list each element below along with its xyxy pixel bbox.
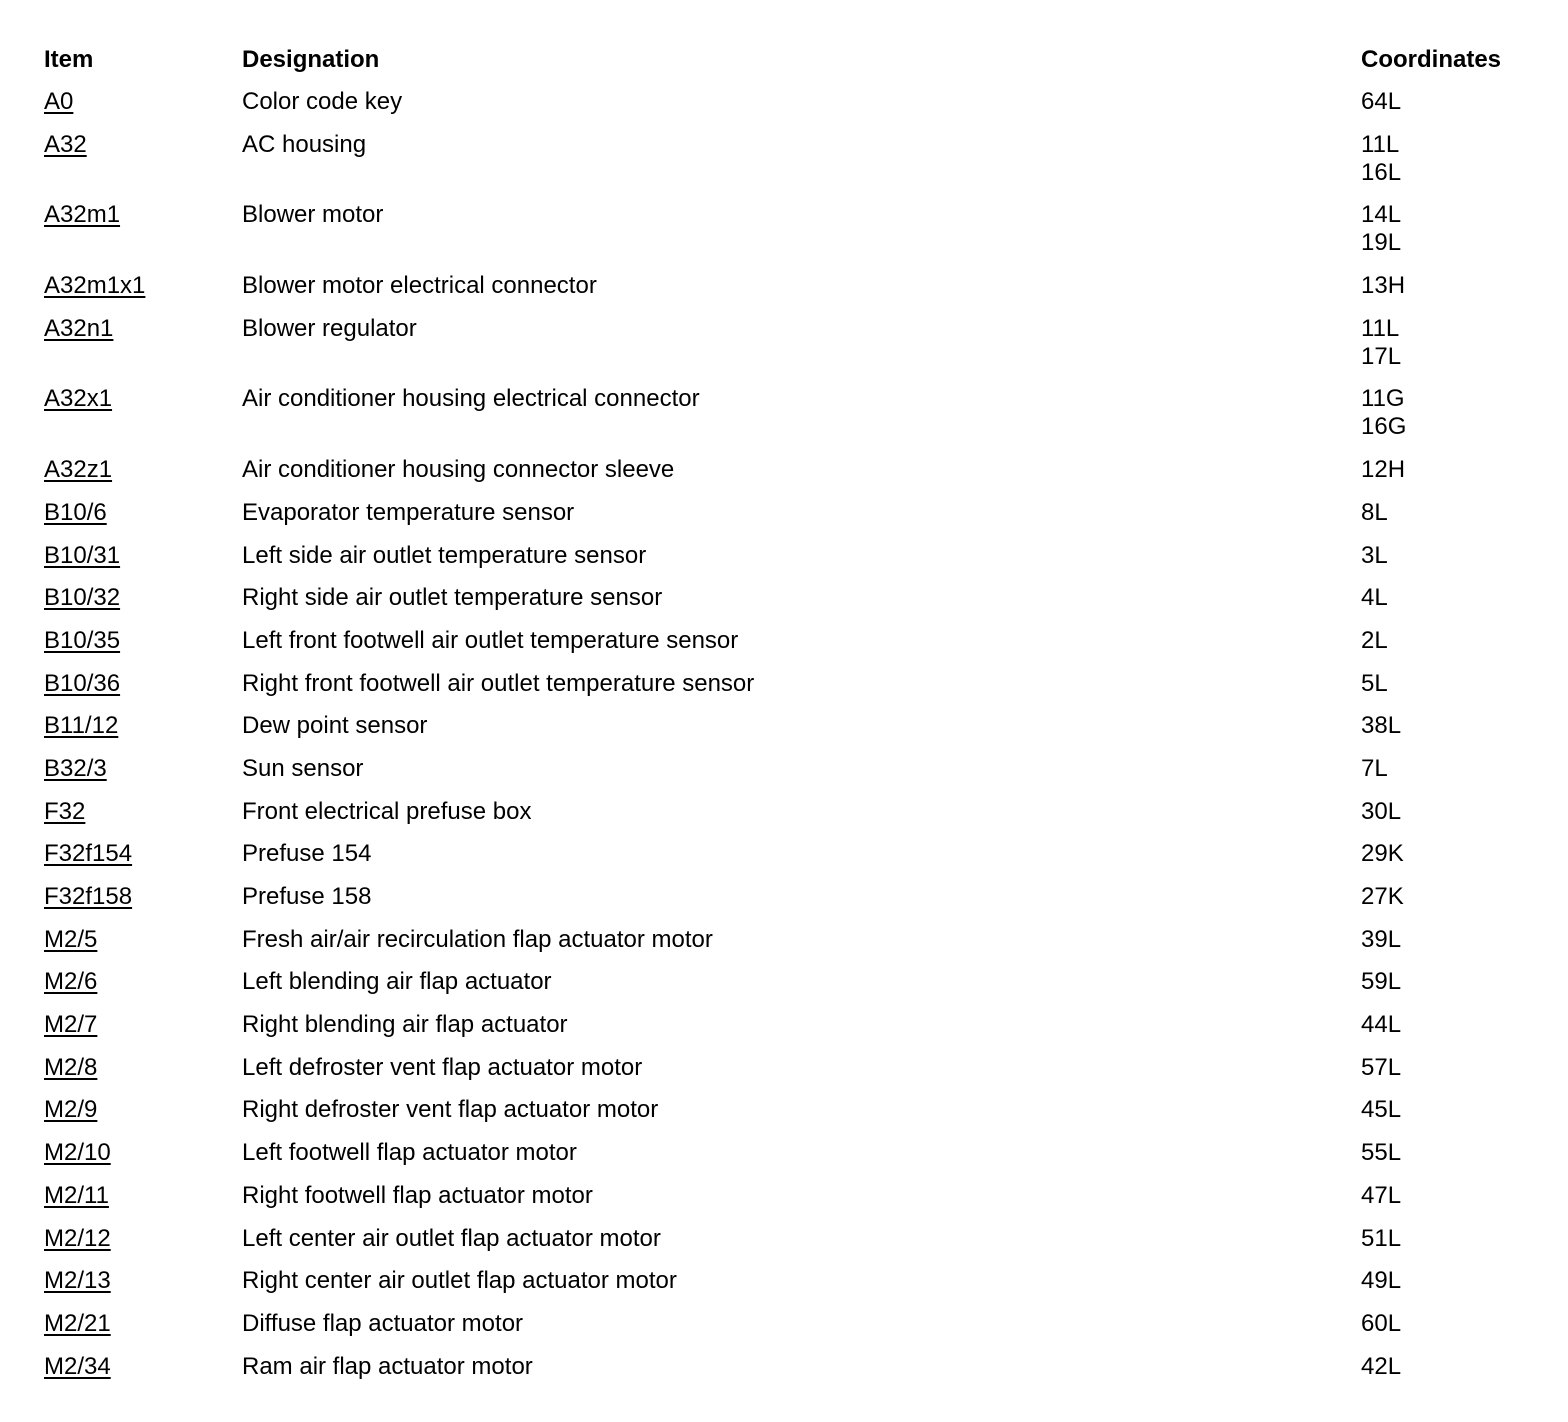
coordinate-value: 17L: [1361, 342, 1402, 370]
designation-text: Left front footwell air outlet temperature sensor: [242, 626, 739, 654]
coordinate-value: 7L: [1361, 754, 1388, 782]
table-row: [0, 627, 1568, 670]
coordinates-cell: [1361, 712, 1401, 740]
item-link[interactable]: B32/3: [44, 754, 107, 782]
designation-text: AC housing: [242, 130, 367, 158]
item-link[interactable]: B10/31: [44, 541, 121, 569]
coordinate-value: 13H: [1361, 272, 1406, 300]
table-header-row: [0, 46, 1568, 74]
table-row: [0, 1225, 1568, 1268]
designation-text: Diffuse flap actuator motor: [242, 1309, 524, 1337]
designation-text: Left defroster vent flap actuator motor: [242, 1053, 643, 1081]
header-designation: Designation: [242, 46, 380, 73]
item-link[interactable]: A32z1: [44, 456, 113, 484]
coordinates-cell: [1361, 1011, 1401, 1039]
coordinate-value: 44L: [1361, 1011, 1402, 1039]
coordinate-value: 55L: [1361, 1139, 1402, 1167]
table-row: [0, 315, 1568, 386]
item-link[interactable]: A32m1x1: [44, 272, 146, 300]
designation-text: Right defroster vent flap actuator motor: [242, 1096, 659, 1124]
table-row: [0, 499, 1568, 542]
coordinate-value: 12H: [1361, 456, 1406, 484]
table-row: [0, 1353, 1568, 1396]
table-row: [0, 968, 1568, 1011]
designation-text: Fresh air/air recirculation flap actuator motor: [242, 925, 713, 953]
item-link[interactable]: A0: [44, 88, 74, 115]
table-row: [0, 201, 1568, 272]
coordinates-cell: [1361, 272, 1405, 300]
table-row: [0, 712, 1568, 755]
designation-text: Prefuse 158: [242, 883, 372, 910]
coordinates-cell: [1361, 1096, 1401, 1124]
coordinate-value: 51L: [1361, 1224, 1402, 1252]
table-row: [0, 883, 1568, 926]
table-row: [0, 131, 1568, 202]
coordinate-value: 11L: [1361, 314, 1400, 342]
item-link[interactable]: B11/12: [44, 712, 119, 740]
designation-text: Air conditioner housing electrical connector: [242, 385, 700, 413]
designation-text: Air conditioner housing connector sleeve: [242, 456, 675, 484]
coordinates-cell: [1361, 1054, 1401, 1082]
designation-text: Blower motor electrical connector: [242, 272, 597, 300]
coordinates-cell: [1361, 1267, 1401, 1295]
coordinates-cell: [1361, 798, 1401, 826]
designation-text: Right footwell flap actuator motor: [242, 1181, 593, 1209]
table-row: [0, 1011, 1568, 1054]
table-row: [0, 840, 1568, 883]
coordinates-cell: [1361, 1310, 1401, 1338]
coordinates-cell: [1361, 385, 1406, 441]
item-link[interactable]: M2/10: [44, 1139, 111, 1167]
coordinates-cell: [1361, 926, 1401, 954]
coordinate-value: 64L: [1361, 88, 1402, 115]
header-item: Item: [44, 46, 94, 73]
coordinates-cell: [1361, 499, 1388, 527]
item-link[interactable]: A32: [44, 130, 87, 158]
coordinate-value: 59L: [1361, 968, 1402, 996]
table-row: [0, 670, 1568, 713]
coordinates-cell: [1361, 1225, 1401, 1253]
item-link[interactable]: B10/6: [44, 498, 107, 526]
table-body: [0, 88, 1568, 1395]
item-link[interactable]: M2/21: [44, 1309, 111, 1337]
coordinate-value: 29K: [1361, 840, 1404, 868]
item-link[interactable]: B10/32: [44, 584, 121, 612]
coordinate-value: 47L: [1361, 1181, 1402, 1209]
coordinate-value: 38L: [1361, 712, 1402, 740]
table-row: [0, 1310, 1568, 1353]
coordinate-value: 30L: [1361, 797, 1402, 825]
item-link[interactable]: A32m1: [44, 201, 121, 229]
coordinates-cell: [1361, 201, 1401, 257]
item-link[interactable]: B10/35: [44, 626, 121, 654]
item-link[interactable]: F32f154: [44, 840, 133, 868]
coordinate-value: 16G: [1361, 413, 1407, 441]
item-link[interactable]: M2/34: [44, 1352, 111, 1380]
coordinate-value: 8L: [1361, 498, 1388, 526]
coordinates-cell: [1361, 1353, 1401, 1381]
coordinate-value: 11L: [1361, 130, 1400, 158]
coordinate-value: 45L: [1361, 1096, 1402, 1124]
item-link[interactable]: M2/13: [44, 1267, 111, 1295]
designation-text: Front electrical prefuse box: [242, 797, 532, 825]
coordinate-value: 16L: [1361, 158, 1402, 186]
designation-text: Blower regulator: [242, 314, 417, 342]
coordinates-cell: [1361, 315, 1401, 371]
item-link[interactable]: M2/12: [44, 1224, 111, 1252]
coordinates-cell: [1361, 883, 1404, 911]
table-row: [0, 1139, 1568, 1182]
coordinate-value: 42L: [1361, 1352, 1402, 1380]
item-link[interactable]: B10/36: [44, 669, 121, 697]
designation-text: Left blending air flap actuator: [242, 968, 552, 996]
item-link[interactable]: M2/7: [44, 1011, 98, 1039]
coordinates-cell: [1361, 840, 1404, 868]
table-row: [0, 542, 1568, 585]
coordinate-value: 11G: [1361, 385, 1405, 413]
coordinate-value: 49L: [1361, 1267, 1402, 1295]
table-row: [0, 1267, 1568, 1310]
coordinate-value: 5L: [1361, 669, 1388, 697]
coordinates-cell: [1361, 456, 1405, 484]
coordinate-value: 3L: [1361, 541, 1388, 569]
coordinates-cell: [1361, 584, 1388, 612]
coordinates-cell: [1361, 1182, 1401, 1210]
table-row: [0, 584, 1568, 627]
designation-text: Right front footwell air outlet temperature sensor: [242, 669, 755, 697]
coordinates-cell: [1361, 670, 1388, 698]
coordinate-value: 4L: [1361, 584, 1388, 612]
item-link[interactable]: F32: [44, 797, 86, 825]
table-row: [0, 1054, 1568, 1097]
item-link[interactable]: M2/9: [44, 1096, 98, 1124]
designation-text: Right center air outlet flap actuator motor: [242, 1267, 677, 1295]
coordinates-cell: [1361, 968, 1401, 996]
designation-text: Blower motor: [242, 201, 384, 229]
coordinate-value: 14L: [1361, 201, 1402, 229]
header-coordinates: Coordinates: [1361, 46, 1502, 73]
item-link[interactable]: F32f158: [44, 883, 133, 910]
designation-text: Sun sensor: [242, 754, 364, 782]
designation-text: Left side air outlet temperature sensor: [242, 541, 647, 569]
designation-text: Right side air outlet temperature sensor: [242, 584, 663, 612]
coordinate-value: 60L: [1361, 1309, 1402, 1337]
designation-text: Prefuse 154: [242, 840, 372, 868]
coordinates-cell: [1361, 542, 1388, 570]
designation-text: Dew point sensor: [242, 712, 428, 740]
coordinates-cell: [1361, 755, 1388, 783]
item-link[interactable]: M2/11: [44, 1181, 109, 1209]
table-row: [0, 755, 1568, 798]
designation-text: Color code key: [242, 88, 403, 115]
coordinates-cell: [1361, 88, 1401, 116]
table-row: [0, 385, 1568, 456]
item-link[interactable]: M2/8: [44, 1053, 98, 1081]
table-row: [0, 1182, 1568, 1225]
coordinate-value: 57L: [1361, 1053, 1402, 1081]
item-link[interactable]: A32x1: [44, 385, 113, 413]
designation-text: Right blending air flap actuator: [242, 1011, 568, 1039]
coordinates-cell: [1361, 627, 1388, 655]
table-row: [0, 88, 1568, 131]
item-link[interactable]: M2/6: [44, 968, 98, 996]
coordinate-value: 27K: [1361, 883, 1404, 910]
table-row: [0, 272, 1568, 315]
item-link[interactable]: A32n1: [44, 314, 114, 342]
table-row: [0, 456, 1568, 499]
designation-text: Left footwell flap actuator motor: [242, 1139, 577, 1167]
designation-text: Evaporator temperature sensor: [242, 498, 575, 526]
table-row: [0, 1096, 1568, 1139]
coordinate-value: 2L: [1361, 626, 1388, 654]
designation-text: Left center air outlet flap actuator motor: [242, 1224, 661, 1252]
coordinates-cell: [1361, 1139, 1401, 1167]
table-row: [0, 926, 1568, 969]
designation-text: Ram air flap actuator motor: [242, 1352, 533, 1380]
item-link[interactable]: M2/5: [44, 925, 98, 953]
coordinates-cell: [1361, 131, 1401, 187]
coordinate-value: 39L: [1361, 925, 1402, 953]
coordinate-value: 19L: [1361, 229, 1402, 257]
table-row: [0, 798, 1568, 841]
